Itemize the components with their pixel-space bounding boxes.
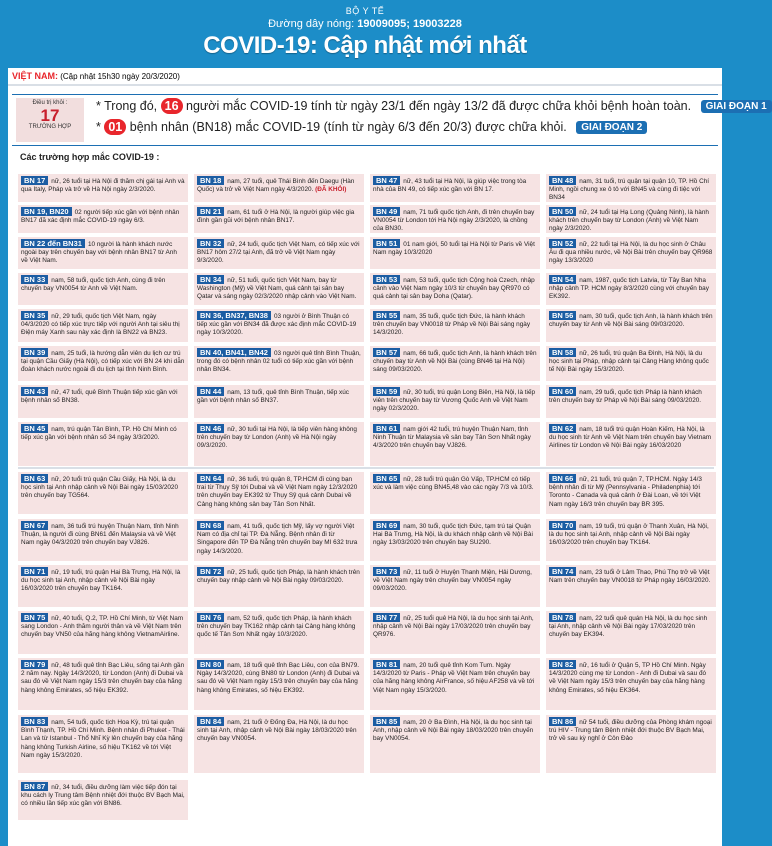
- case-id-badge: BN 86: [549, 717, 576, 726]
- case-card: [194, 385, 364, 418]
- case-card: [546, 309, 716, 342]
- line1-pre: * Trong đó,: [96, 99, 158, 113]
- case-description: nữ, 21 tuổi, trú quận 7, TP.HCM. Ngày 14/3 bệnh nhân đi từ Mỹ (Pennsylvania - Philadenphia) tới Toronto - Canada và quá cảnh ở Đài Loan, về tới Việt Nam ngày 16/3 trên chuyến bay BR 395.: [549, 476, 702, 508]
- case-description: nữ, 24 tuổi, quốc tịch Việt Nam, có tiếp xúc với BN17 hôm 27/2 tại Anh, đã trở về Việt Nam ngày 9/3/2020.: [197, 241, 360, 265]
- case-id-badge: BN 52: [549, 239, 576, 248]
- case-description: nam, 18 tuổi trú quận Hoàn Kiếm, Hà Nội, là du học sinh từ Anh về Việt Nam trên chuyến bay Vietnam Airlines từ London về Nội Bài ngày 16/03/2020: [549, 426, 712, 450]
- case-card: [370, 519, 540, 561]
- case-description: nam, 27 tuổi, quê Thái Bình đến Daegu (Hàn Quốc) và trở về Việt Nam ngày 4/3/2020.: [197, 178, 355, 194]
- case-card: [370, 658, 540, 710]
- case-card: [194, 658, 364, 710]
- case-card: [194, 519, 364, 561]
- case-card: [370, 715, 540, 773]
- case-id-badge: BN 61: [373, 424, 400, 433]
- case-card: [370, 422, 540, 466]
- case-id-badge: BN 80: [197, 660, 224, 669]
- case-card: [194, 611, 364, 654]
- case-description: nam, 61 tuổi ở Hà Nội, là người giúp việc gia đình gần gũi với bệnh nhân BN17.: [197, 209, 355, 225]
- case-card: [18, 237, 188, 269]
- phase-1-badge: GIAI ĐOẠN 1: [701, 100, 772, 113]
- case-id-badge: BN 59: [373, 387, 400, 396]
- case-card: [546, 237, 716, 269]
- case-description: nữ, 22 tuổi tại Hà Nội, là du học sinh ở Châu Âu đi qua nhiều nước, về Nội Bài trên chuyến bay QR968 ngày 13/3/2020: [549, 241, 713, 265]
- case-card: [194, 309, 364, 342]
- case-description: nam, 53 tuổi, quốc tịch Cộng hoà Czech, nhập cảnh vào Việt Nam ngày 10/3 từ chuyến bay QR970 có quá cảnh tại sân bay Doha (Qatar).: [373, 277, 535, 301]
- case-description: nữ, 48 tuổi quê tỉnh Bạc Liêu, sống tại Anh gần 2 năm nay. Ngày 14/3/2020, từ London (Anh) đi Dubai và sau đó về Việt Nam ngày 15/3 trên chuyến bay của hãng hàng không Emirates, số hiệu EK392.: [21, 662, 185, 694]
- case-id-badge: BN 39: [21, 348, 48, 357]
- case-id-badge: BN 75: [21, 613, 48, 622]
- case-description: nữ, 36 tuổi, trú quận 8, TP.HCM đi cùng bạn trai từ Thụy Sỹ tới Dubai và về Việt Nam ngày 12/3/2020 trên chuyến bay EK392 từ Thụy Sỹ quá cảnh Dubai về Cảng hàng không sân bay Tân Sơn Nhất.: [197, 476, 358, 508]
- case-card: [194, 422, 364, 466]
- case-description: nữ, 11 tuổi ở Huyện Thanh Miện, Hải Dương, về Việt Nam ngày trên chuyến bay VN0054 ngày 09/03/2020.: [373, 569, 532, 593]
- case-description: nữ, 25 tuổi, quốc tịch Pháp, là hành khách trên chuyến bay nhập cảnh về Nội Bài ngày 09/03/2020.: [197, 569, 360, 585]
- hotline-label: Đường dây nóng:: [268, 18, 355, 30]
- case-id-badge: BN 21: [197, 207, 224, 216]
- case-card: [546, 273, 716, 305]
- line1-number: 16: [161, 98, 183, 114]
- case-description: nam, 30 tuổi, quốc tịch Đức, tạm trú tại Quận Hai Bà Trưng, Hà Nội, là du khách nhập cảnh về Nội Bài ngày 13/03/2020 trên chuyến bay SU290.: [373, 523, 533, 547]
- case-description: nữ, 29 tuổi, quốc tịch Việt Nam, ngày 04/3/2020 có tiếp xúc trực tiếp với người Anh tại siêu thị Điện máy Xanh sau này xác định là BN22 và BN23.: [21, 313, 180, 337]
- case-card: [370, 611, 540, 654]
- case-id-badge: BN 66: [549, 474, 576, 483]
- line2-number: 01: [104, 119, 126, 135]
- case-card: [18, 611, 188, 654]
- case-card: [194, 205, 364, 233]
- case-id-badge: BN 65: [373, 474, 400, 483]
- case-id-badge: BN 19, BN20: [21, 207, 72, 216]
- case-description: nam, 66 tuổi, quốc tịch Anh, là hành khách trên chuyến bay từ Anh về Nội Bài (cùng BN46 tại Hà Nội) sáng 09/03/2020.: [373, 350, 537, 374]
- case-card: [546, 205, 716, 233]
- case-id-badge: BN 85: [373, 717, 400, 726]
- case-card: [370, 174, 540, 202]
- case-recovered-tag: (ĐÃ KHỎI): [313, 186, 347, 194]
- case-id-badge: BN 44: [197, 387, 224, 396]
- case-description: nam, 41 tuổi, quốc tịch Mỹ, lấy vợ người Việt Nam có địa chỉ tại TP. Đà Nẵng. Bệnh nhân đi từ Singapore đến TP Đà Nẵng trên chuyến bay MI 632 trưa ngày 14/3/2020.: [197, 523, 358, 555]
- case-description: nữ, 20 tuổi trú quận Cầu Giấy, Hà Nội, là du học sinh tại Anh nhập cảnh về Nội Bài ngày 15/03/2020 trên chuyến bay TG564.: [21, 476, 179, 500]
- case-card: [18, 309, 188, 342]
- case-description: nam, 31 tuổi, trú quận tại quận 10, TP. Hồ Chí Minh, ngồi chung xe ô tô với BN45 và cùng đi tiệc với BN34: [549, 178, 710, 202]
- case-card: [194, 565, 364, 607]
- case-description: nữ, 28 tuổi trú quận Gò Vấp, TP.HCM có tiếp xúc và làm việc cùng BN45,48 vào các ngày 7/3 và 10/3.: [373, 476, 534, 492]
- content-panel: [8, 68, 767, 846]
- case-id-badge: BN 43: [21, 387, 48, 396]
- case-id-badge: BN 47: [373, 176, 400, 185]
- case-description: nam, 13 tuổi, quê tỉnh Bình Thuận, tiếp xúc gần với bệnh nhân số BN37.: [197, 389, 350, 405]
- case-description: nam, 1987, quốc tịch Latvia, từ Tây Ban Nha nhập cảnh TP. HCM ngày 8/3/2020 cùng với chuyến bay EK392.: [549, 277, 709, 301]
- case-id-badge: BN 51: [373, 239, 400, 248]
- case-description: nữ, 19 tuổi, trú quận Hai Bà Trưng, Hà Nội, là du học sinh tại Anh, nhập cảnh về Nội Bài ngày 16/03/2020 trên chuyến bay TK164.: [21, 569, 181, 593]
- case-description: nam, 23 tuổi ở Lâm Thao, Phú Thọ trở về Việt Nam trên chuyến bay VN0018 từ Pháp ngày 16/03/2020.: [549, 569, 711, 585]
- case-id-badge: BN 45: [21, 424, 48, 433]
- case-card: [18, 422, 188, 466]
- case-card: [370, 273, 540, 305]
- case-description: nữ, 24 tuổi tại Hạ Long (Quảng Ninh), là hành khách trên chuyến bay từ London (Anh) về Việt Nam ngày 2/3/2020.: [549, 209, 709, 233]
- case-card: [546, 174, 716, 202]
- line2-pre: *: [96, 120, 101, 134]
- recovered-count: 17: [40, 106, 60, 125]
- case-card: [546, 385, 716, 418]
- case-id-badge: BN 67: [21, 521, 48, 530]
- case-description: nam, 25 tuổi, là hướng dẫn viên du lịch cư trú tại quận Cầu Giấy (Hà Nội), có tiếp xúc với BN 24 khi dẫn đoàn khách nước ngoài đi du lịch tại tỉnh Ninh Bình.: [21, 350, 185, 374]
- case-card: [18, 565, 188, 607]
- case-id-badge: BN 57: [373, 348, 400, 357]
- hotline-numbers: 19009095; 19003228: [357, 18, 462, 30]
- recovered-summary: [12, 94, 767, 146]
- case-card: [546, 472, 716, 514]
- summary-line-2: [96, 119, 647, 135]
- case-card: [18, 346, 188, 381]
- case-id-badge: BN 54: [549, 275, 576, 284]
- case-id-badge: BN 22 đến BN31: [21, 239, 85, 248]
- phase-2-badge: GIAI ĐOẠN 2: [576, 121, 647, 134]
- case-id-badge: BN 68: [197, 521, 224, 530]
- case-card: [546, 346, 716, 381]
- case-id-badge: BN 34: [197, 275, 224, 284]
- case-id-badge: BN 49: [373, 207, 400, 216]
- case-description: 03 người quê tỉnh Bình Thuận, trong đó có bệnh nhân 02 tuổi có tiếp xúc gần với bệnh nhân BN34.: [197, 350, 361, 374]
- case-card: [18, 174, 188, 202]
- case-card: [370, 309, 540, 342]
- case-id-badge: BN 84: [197, 717, 224, 726]
- case-description: nữ, 30 tuổi, trú quận Long Biên, Hà Nội, là tiếp viên trên chuyến bay từ Vương Quốc Anh về Việt Nam ngày 02/3/2020.: [373, 389, 536, 413]
- recovered-unit: TRƯỜNG HỢP: [28, 124, 72, 130]
- case-id-badge: BN 17: [21, 176, 48, 185]
- case-id-badge: BN 53: [373, 275, 400, 284]
- case-description: nữ, 47 tuổi, quê Bình Thuận tiếp xúc gần với bệnh nhân số BN38.: [21, 389, 178, 405]
- case-card: [18, 658, 188, 710]
- case-id-badge: BN 81: [373, 660, 400, 669]
- line1-text: người mắc COVID-19 tính từ ngày 23/1 đến ngày 13/2 đã được chữa khỏi bệnh hoàn toàn.: [186, 99, 692, 113]
- update-note: (Cập nhật 15h30 ngày 20/3/2020): [60, 72, 180, 81]
- recovered-box: [16, 98, 84, 142]
- case-card: [546, 422, 716, 466]
- case-description: nữ, 30 tuổi tại Hà Nội, là tiếp viên hàng không trên chuyến bay từ London (Anh) về Hà Nội ngày 09/3/2020.: [197, 426, 357, 450]
- case-description: nữ, 26 tuổi, trú quận Ba Đình, Hà Nội, là du học sinh tại Pháp, nhập cảnh tại Cảng Hàng không quốc tế Nội Bài ngày 15/3/2020.: [549, 350, 709, 374]
- case-card: [546, 611, 716, 654]
- case-id-badge: BN 72: [197, 567, 224, 576]
- case-id-badge: BN 71: [21, 567, 48, 576]
- case-description: nữ, 26 tuổi tại Hà Nội đi thăm chị gái tại Anh và qua Italy, Pháp và trở về Hà Nội ngày 2/3/2020.: [21, 178, 185, 194]
- case-id-badge: BN 18: [197, 176, 224, 185]
- case-card: [194, 174, 364, 202]
- case-card: [18, 385, 188, 418]
- case-id-badge: BN 79: [21, 660, 48, 669]
- case-id-badge: BN 36, BN37, BN38: [197, 311, 271, 320]
- hotline: [0, 18, 730, 30]
- recovered-label: Điều trị khỏi :: [32, 100, 68, 106]
- case-id-badge: BN 70: [549, 521, 576, 530]
- header: [0, 0, 730, 66]
- case-id-badge: BN 76: [197, 613, 224, 622]
- case-card: [370, 205, 540, 233]
- line2-text: bệnh nhân (BN18) mắc COVID-19 (tính từ ngày 6/3 đến 20/3) được chữa khỏi.: [129, 120, 567, 134]
- case-id-badge: BN 74: [549, 567, 576, 576]
- case-id-badge: BN 73: [373, 567, 400, 576]
- case-description: nữ, 40 tuổi, Q.2, TP. Hồ Chí Minh, từ Việt Nam sang London - Anh thăm người thân và về Việt Nam trên chuyến bay VN50 của hãng hàng không VietnamAirline.: [21, 615, 184, 639]
- case-card: [18, 780, 188, 820]
- case-description: nữ, 16 tuổi ở Quận 5, TP Hồ Chí Minh. Ngày 14/3/2020 cùng mẹ từ London - Anh đi Dubai và sau đó về Việt Nam ngày 15/3 trên chuyến bay của hãng hàng không Emirates, số hiệu EK364.: [549, 662, 707, 694]
- case-description: nữ, 25 tuổi quê Hà Nội, là du học sinh tại Anh, nhập cảnh về Nội Bài ngày 17/03/2020 trên chuyến bay QR976.: [373, 615, 534, 639]
- case-card: [18, 273, 188, 305]
- summary-line-1: [96, 98, 772, 114]
- case-card: [194, 237, 364, 269]
- case-card: [18, 715, 188, 773]
- case-description: nam, 30 tuổi, quốc tịch Anh, là hành khách trên chuyến bay từ Anh về Nội Bài sáng 09/03/2020.: [549, 313, 713, 329]
- case-card: [546, 715, 716, 773]
- case-id-badge: BN 83: [21, 717, 48, 726]
- update-line: [8, 68, 722, 86]
- case-id-badge: BN 62: [549, 424, 576, 433]
- case-description: 03 người ở Bình Thuận có tiếp xúc gần với BN34 đã được xác định mắc COVID-19 ngày 10/3/2020.: [197, 313, 357, 337]
- case-card: [18, 205, 188, 233]
- case-description: nam, 29 tuổi, quốc tịch Pháp là hành khách trên chuyến bay từ Pháp về Nội Bài sáng 09/03/2020.: [549, 389, 702, 405]
- case-id-badge: BN 32: [197, 239, 224, 248]
- case-card: [370, 346, 540, 381]
- case-description: nữ, 51 tuổi, quốc tịch Việt Nam, bay từ Washington (Mỹ) về Việt Nam, quá cảnh tại sân bay Qatar và sáng ngày 02/3/2020 nhập cảnh vào Việt Nam.: [197, 277, 357, 301]
- case-description: nữ 54 tuổi, điều dưỡng của Phòng khám ngoại trú HIV - Trung tâm Bệnh nhiệt đới thuộc BV Bạch Mai, trở về sau kỳ nghỉ ở Côn Đảo: [549, 719, 712, 743]
- case-id-badge: BN 87: [21, 782, 48, 791]
- case-description: nam, 36 tuổi trú huyện Thuận Nam, tỉnh Ninh Thuận, là người đi cùng BN61 đến Malaysia và về Việt Nam ngày 04/3/2020 trên chuyến bay VJ826.: [21, 523, 179, 547]
- section-divider: [18, 467, 714, 469]
- case-description: nam giới 42 tuổi, trú huyện Thuận Nam, tỉnh Ninh Thuận từ Malaysia về sân bay Tân Sơn Nhất ngày 4/3/2020 trên chuyến bay VJ826.: [373, 426, 531, 450]
- case-id-badge: BN 60: [549, 387, 576, 396]
- case-description: nam, 71 tuổi quốc tịch Anh, đi trên chuyến bay VN0054 từ London tới Hà Nội ngày 2/3/2020, là chồng của BN30.: [373, 209, 535, 233]
- case-card: [18, 519, 188, 561]
- case-id-badge: BN 64: [197, 474, 224, 483]
- case-id-badge: BN 69: [373, 521, 400, 530]
- case-card: [370, 472, 540, 514]
- case-id-badge: BN 33: [21, 275, 48, 284]
- case-description: 02 người tiếp xúc gần với bệnh nhân BN17 đã xác định mắc COVID-19 ngày 6/3.: [21, 209, 180, 225]
- case-id-badge: BN 46: [197, 424, 224, 433]
- case-description: nam, 54 tuổi, quốc tịch Hoa Kỳ, trú tại quận Bình Thạnh, TP. Hồ Chí Minh. Bệnh nhân đi Phuket - Thái Lan và từ Istanbul - Thổ Nhĩ Kỳ lên chuyến bay của hãng hàng không Turkish Airline, số hiệu TK162 về tới Việt Nam ngày 15/3/2020.: [21, 719, 185, 759]
- case-description: nam, 20 tuổi quê tỉnh Kom Tum. Ngày 14/3/2020 từ Paris - Pháp về Việt Nam trên chuyến bay của hãng hàng không AirFrance, số hiệu AF258 và về tới Việt Nam ngày 15/3/2020.: [373, 662, 535, 694]
- case-description: nam, trú quận Tân Bình, TP. Hồ Chí Minh có tiếp xúc gần với bệnh nhân số 34 ngày 3/3/2020.: [21, 426, 177, 442]
- case-card: [194, 346, 364, 381]
- case-card: [546, 565, 716, 607]
- case-description: nam, 20 ở Ba Đình, Hà Nội, là du học sinh tại Anh, nhập cảnh về Nội Bài ngày 18/03/2020 trên chuyến bay VN0054.: [373, 719, 534, 743]
- page-title: COVID-19: Cập nhật mới nhất: [203, 32, 527, 59]
- case-card: [546, 519, 716, 561]
- case-description: 10 người là hành khách nước ngoài bay trên chuyến bay với bệnh nhân BN17 từ Anh về Việt Nam.: [21, 241, 177, 265]
- case-description: 01 nam giới, 50 tuổi tại Hà Nội từ Paris về Việt Nam ngày 10/3/2020: [373, 241, 535, 257]
- case-description: nam, 18 tuổi quê tỉnh Bạc Liêu, con của BN79. Ngày 14/3/2020, cùng BN80 từ London (Anh) đi Dubai và sau đó về Việt Nam ngày 15/3 trên chuyến bay của hãng hàng không Emirates, số hiệu EK392.: [197, 662, 360, 694]
- case-card: [546, 658, 716, 710]
- case-id-badge: BN 35: [21, 311, 48, 320]
- cases-list-title: Các trường hợp mắc COVID-19 :: [20, 152, 160, 162]
- case-card: [370, 237, 540, 269]
- case-description: nam, 21 tuổi ở Đống Đa, Hà Nội, là du học sinh tại Anh, nhập cảnh về Nội Bài ngày 18/03/2020 trên chuyến bay VN0054.: [197, 719, 357, 743]
- ministry-label: BỘ Y TẾ: [345, 6, 385, 16]
- case-id-badge: BN 56: [549, 311, 576, 320]
- case-card: [194, 273, 364, 305]
- case-description: nam, 19 tuổi, trú quận ở Thanh Xuân, Hà Nội, là du học sinh tại Anh, nhập cảnh về Nội Bài ngày 16/03/2020 trên chuyến bay TK164.: [549, 523, 709, 547]
- case-card: [18, 472, 188, 514]
- case-id-badge: BN 63: [21, 474, 48, 483]
- case-id-badge: BN 78: [549, 613, 576, 622]
- case-id-badge: BN 40, BN41, BN42: [197, 348, 271, 357]
- case-description: nam, 22 tuổi quê quán Hà Nội, là du học sinh tại Anh, nhập cảnh về Nội Bài ngày 17/03/2020 trên chuyến bay EK394.: [549, 615, 708, 639]
- case-id-badge: BN 58: [549, 348, 576, 357]
- case-description: nữ, 34 tuổi, điều dưỡng làm việc tiếp đón tại khu cách ly Trung tâm Bệnh nhiệt đới thuộc BV Bạch Mai, có nhiều lần tiếp xúc gần với BN86.: [21, 784, 185, 808]
- case-id-badge: BN 50: [549, 207, 576, 216]
- case-card: [370, 385, 540, 418]
- case-id-badge: BN 48: [549, 176, 576, 185]
- case-card: [194, 715, 364, 773]
- case-description: nam, 58 tuổi, quốc tịch Anh, cùng đi trên chuyến bay VN0054 từ Anh về Việt Nam.: [21, 277, 166, 293]
- case-description: nam, 52 tuổi, quốc tịch Pháp, là hành khách trên chuyến bay TK162 nhập cảnh tại Cảng hàng không quốc tế Tân Sơn Nhất ngày 10/3/2020.: [197, 615, 356, 639]
- case-id-badge: BN 82: [549, 660, 576, 669]
- case-id-badge: BN 55: [373, 311, 400, 320]
- case-description: nam, 35 tuổi, quốc tịch Đức, là hành khách trên chuyến bay VN0018 từ Pháp về Nội Bài sáng ngày 14/3/2020.: [373, 313, 531, 337]
- case-card: [194, 472, 364, 514]
- case-card: [370, 565, 540, 607]
- case-description: nữ, 43 tuổi tại Hà Nội, là giúp việc trong tòa nhà của BN 49, có tiếp xúc gần với BN 17.: [373, 178, 527, 194]
- case-id-badge: BN 77: [373, 613, 400, 622]
- country-label: VIỆT NAM:: [12, 71, 58, 81]
